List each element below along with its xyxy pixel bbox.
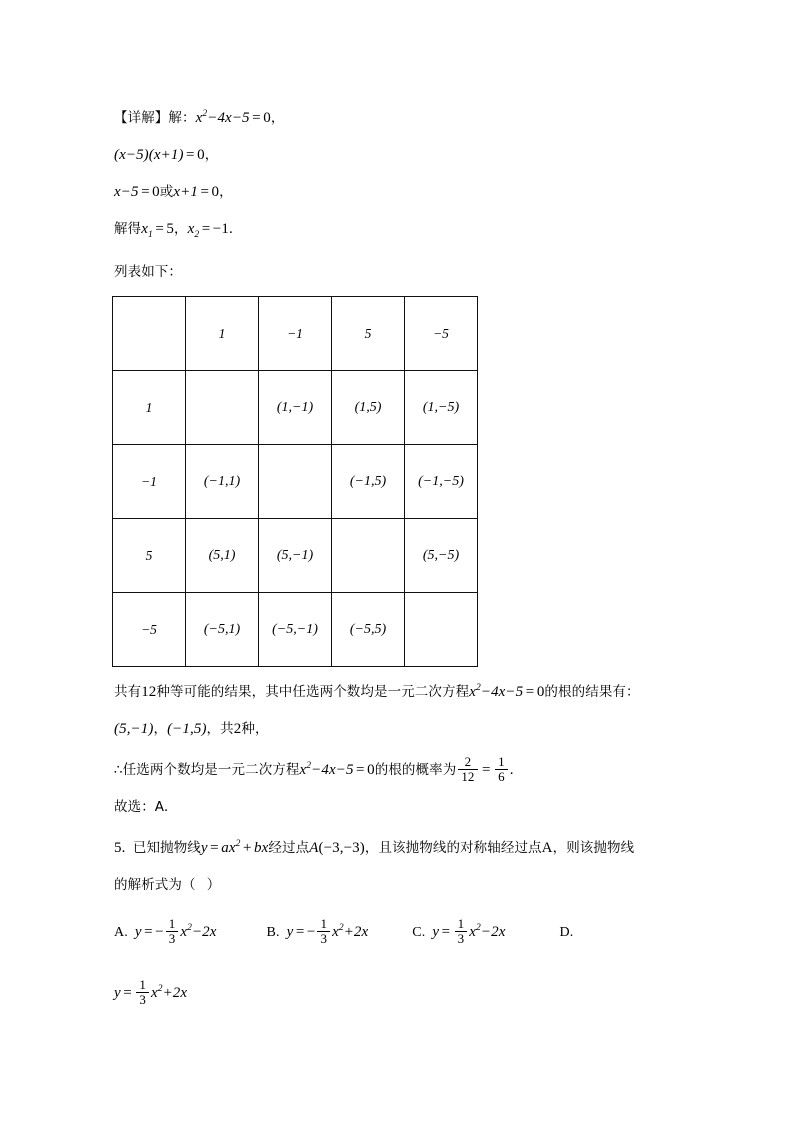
question-stem-line-1 (114, 826, 714, 867)
table-row (113, 593, 478, 667)
document-body (114, 96, 714, 1012)
cell-pair: (1,5) (354, 400, 382, 415)
option-d-label: D. (559, 925, 574, 940)
cell-pair: (−1,5) (349, 474, 387, 489)
fraction-one-sixth (495, 755, 508, 783)
option-c[interactable] (412, 910, 505, 951)
solution-line-roots (114, 211, 714, 254)
header-value: −5 (433, 325, 449, 341)
favorable-pair-2: (−1,5) (167, 721, 207, 737)
table-cell (405, 593, 478, 667)
row-header-cell (113, 445, 186, 519)
equation-factored: (x−5)(x+1) = 0 (114, 147, 205, 163)
row-label: −1 (141, 473, 157, 489)
question-stem-part-3: ，且该抛物线的对称轴经过点 (364, 840, 542, 856)
punct-comma: ， (153, 721, 168, 737)
cell-pair: (5,−1) (276, 548, 314, 563)
question-stem-line-2 (114, 867, 714, 904)
conclusion-total-line (114, 670, 714, 711)
question-stem-part-2: 经过点 (268, 840, 310, 856)
favorable-pair-1: (5,−1) (114, 721, 154, 737)
solution-line-equation (114, 96, 714, 137)
table-header-cell (405, 297, 478, 371)
cell-pair: (−5,−1) (272, 622, 318, 637)
punct-comma: ， (204, 147, 219, 163)
therefore-symbol: ∴ (114, 762, 123, 778)
conclusion-probability-line (114, 748, 714, 789)
fraction-one-third: $\frac{1}{3}$ (455, 917, 468, 945)
table-body (113, 297, 478, 667)
option-c-label: C. (412, 925, 426, 940)
equation-reference: $x^2-4x-5 = 0$ (469, 683, 545, 700)
point-label-a: A (309, 840, 319, 856)
table-cell (332, 519, 405, 593)
detail-tag: 【详解】 (114, 110, 169, 126)
equation-split-right: x+1 = 0 (173, 184, 220, 200)
root-x1: $x_1 = 5$ (141, 221, 174, 240)
list-intro-text: 列表如下： (114, 264, 182, 280)
favorable-tail: 种， (241, 721, 269, 737)
point-coordinates: (−3,−3) (318, 840, 365, 856)
fraction-one-third: $\frac{1}{3}$ (317, 917, 330, 945)
table-header-row (113, 297, 478, 371)
table-cell (259, 371, 332, 445)
header-value: 1 (218, 325, 226, 341)
option-a[interactable] (114, 910, 217, 951)
table-cell (332, 445, 405, 519)
header-value: −1 (287, 325, 303, 341)
row-header-cell (113, 371, 186, 445)
conjunction-or: 或 (159, 184, 174, 200)
total-tail: 的根的结果有： (544, 684, 640, 700)
probability-prefix: 任选两个数均是一元二次方程 (122, 762, 300, 778)
table-row (113, 371, 478, 445)
table-header-cell (332, 297, 405, 371)
question-stem-part-1: 已知抛物线 (132, 840, 201, 856)
option-d-label-wrap[interactable] (560, 914, 581, 951)
punct-comma: ， (219, 184, 233, 200)
row-label: −5 (141, 621, 157, 637)
conclusion-favorable-line (114, 711, 714, 748)
header-value: 5 (364, 325, 372, 341)
punct-period: . (509, 762, 514, 778)
cell-pair: (−1,−5) (418, 474, 464, 489)
final-answer-line (114, 789, 714, 826)
question-stem-part-4: ，则该抛物线 (552, 840, 635, 856)
table-cell (405, 371, 478, 445)
punct-period: . (228, 221, 233, 237)
option-d-formula[interactable]: y = $\frac{1}{3}$ $x^2+2x$ (114, 977, 188, 1007)
fraction-numerator: 2 (464, 754, 472, 770)
fraction-one-third: $\frac{1}{3}$ (136, 978, 149, 1006)
option-d-formula-row (114, 971, 714, 1012)
cell-pair: (5,−5) (422, 548, 460, 563)
option-b-formula: y = − $\frac{1}{3}$ $x^2+2x$ (286, 916, 369, 946)
punct-comma: ， (270, 110, 285, 126)
total-description: 种等可能的结果，其中任选两个数均是一元二次方程 (156, 684, 470, 700)
cell-pair: (−5,5) (349, 622, 387, 637)
fraction-denominator: 12 (458, 769, 477, 784)
cell-pair: (1,−5) (422, 400, 460, 415)
table-header-cell (259, 297, 332, 371)
question-stem-part-5: 的解析式为（ (114, 877, 196, 893)
question-stem-part-6: ） (206, 877, 221, 893)
list-intro (114, 254, 714, 291)
table-cell (405, 519, 478, 593)
root-x2: $x_2 = -1$ (187, 221, 229, 240)
outcome-table-wrapper (114, 296, 714, 667)
solution-line-split (114, 174, 714, 211)
row-header-cell (113, 519, 186, 593)
total-count: 12 (141, 684, 157, 700)
favorable-mid: ，共 (206, 721, 234, 737)
option-a-label: A. (114, 925, 128, 940)
question-options-row (114, 910, 714, 951)
table-row (113, 445, 478, 519)
fraction-one-third: $\frac{1}{3}$ (166, 917, 179, 945)
parabola-function: $y = ax^2$ + bx (200, 839, 269, 856)
row-label: 5 (145, 547, 153, 563)
outcome-table (112, 296, 478, 667)
cell-pair: (1,−1) (276, 400, 314, 415)
total-prefix: 共有 (114, 684, 142, 700)
table-header-cell (186, 297, 259, 371)
solution-line-factored (114, 137, 714, 174)
table-row (113, 519, 478, 593)
table-cell (259, 519, 332, 593)
probability-tail: 的根的概率为 (374, 762, 457, 778)
row-header-cell (113, 593, 186, 667)
equation-reference: $x^2-4x-5 = 0$ (299, 761, 375, 778)
table-cell (186, 371, 259, 445)
punct-comma: ， (174, 221, 188, 237)
cell-pair: (−5,1) (203, 622, 241, 637)
roots-prefix: 解得 (114, 221, 142, 237)
equation-split-left: x−5 = 0 (114, 184, 160, 200)
option-b-label: B. (266, 925, 280, 940)
point-reference: A (541, 840, 553, 856)
equation-original: $x^2-4x-5 = 0$ (195, 109, 271, 126)
fraction-two-twelfths (458, 755, 477, 783)
table-cell (332, 371, 405, 445)
table-cell (259, 445, 332, 519)
table-cell (186, 519, 259, 593)
fraction-numerator: 1 (498, 754, 505, 770)
solution-lead: 解： (168, 110, 196, 126)
table-cell (259, 593, 332, 667)
table-corner-cell (113, 297, 186, 371)
table-cell (186, 445, 259, 519)
option-c-formula: y = $\frac{1}{3}$ $x^2-2x$ (432, 916, 506, 946)
cell-pair: (−1,1) (203, 474, 241, 489)
table-cell (332, 593, 405, 667)
option-a-formula: y = − $\frac{1}{3}$ $x^2-2x$ (134, 916, 217, 946)
favorable-count: 2 (233, 721, 242, 737)
table-cell (186, 593, 259, 667)
question-number: 5. (114, 840, 126, 856)
fraction-denominator: 6 (495, 769, 508, 784)
final-answer: 故选：A. (114, 799, 169, 815)
equals-sign: = (482, 762, 491, 778)
row-label: 1 (145, 399, 153, 415)
table-cell (405, 445, 478, 519)
option-b[interactable] (267, 910, 369, 951)
cell-pair: (5,1) (208, 548, 236, 563)
